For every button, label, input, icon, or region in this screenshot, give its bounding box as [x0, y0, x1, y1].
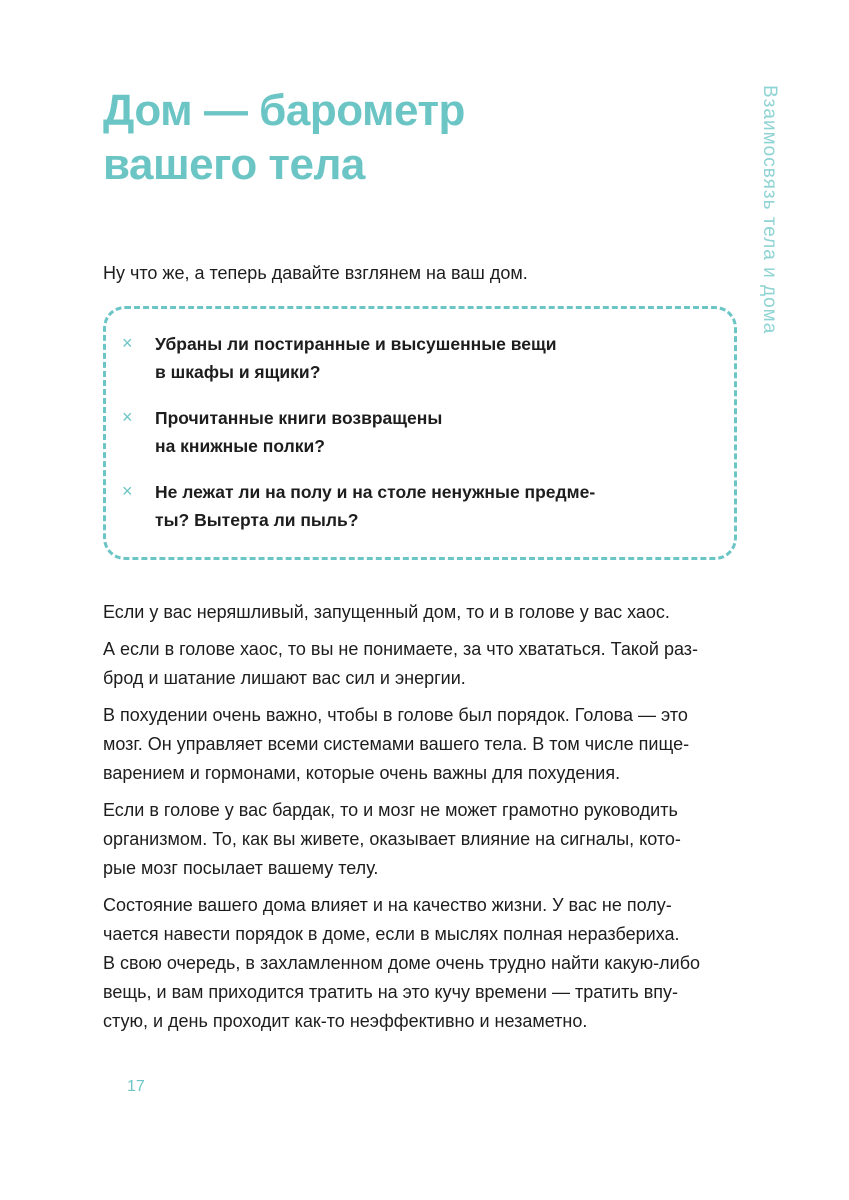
paragraph [103, 796, 743, 883]
body-text [103, 598, 743, 1044]
item-line: Прочитанные книги возвращены [155, 408, 443, 428]
paragraph [103, 598, 743, 627]
line: мозг. Он управляет всеми системами вашего тела. В том числе пище- [103, 734, 690, 754]
section-side-heading: Взаимосвязь тела и дома [759, 85, 780, 335]
paragraph [103, 701, 743, 788]
line: рые мозг посылает вашему телу. [103, 858, 379, 878]
line: А если в голове хаос, то вы не понимаете, за что хвататься. Такой раз- [103, 639, 699, 659]
title-line: Дом — барометр [103, 86, 465, 135]
item-line: на книжные полки? [155, 436, 325, 456]
title-line: вашего тела [103, 140, 365, 189]
cross-icon: × [122, 481, 133, 501]
line: вещь, и вам приходится тратить на это кучу времени — тратить впу- [103, 982, 679, 1002]
intro-text: Ну что же, а теперь давайте взглянем на ваш дом. [103, 263, 528, 283]
paragraph [103, 635, 743, 693]
line: Если у вас неряшливый, запущенный дом, то и в голове у вас хаос. [103, 602, 670, 622]
item-line: Убраны ли постиранные и высушенные вещи [155, 334, 557, 354]
line: Состояние вашего дома влияет и на качество жизни. У вас не полу- [103, 895, 672, 915]
line: варением и гормонами, которые очень важны для похудения. [103, 763, 621, 783]
checklist-item [122, 478, 595, 534]
cross-icon: × [122, 333, 133, 353]
checklist [122, 330, 595, 552]
line: организмом. То, как вы живете, оказывает влияние на сигналы, кото- [103, 829, 681, 849]
checklist-item [122, 404, 595, 460]
page-number: 17 [127, 1078, 145, 1095]
line: брод и шатание лишают вас сил и энергии. [103, 668, 466, 688]
line: В свою очередь, в захламленном доме очень трудно найти какую-либо [103, 953, 701, 973]
page-title [103, 84, 465, 192]
cross-icon: × [122, 407, 133, 427]
item-line: в шкафы и ящики? [155, 362, 321, 382]
item-line: ты? Вытерта ли пыль? [155, 510, 359, 530]
line: В похудении очень важно, чтобы в голове был порядок. Голова — это [103, 705, 688, 725]
checklist-item [122, 330, 595, 386]
line: Если в голове у вас бардак, то и мозг не может грамотно руководить [103, 800, 678, 820]
paragraph [103, 891, 743, 1036]
line: чается навести порядок в доме, если в мыслях полная неразбериха. [103, 924, 680, 944]
line: стую, и день проходит как-то неэффективно и незаметно. [103, 1011, 588, 1031]
item-line: Не лежат ли на полу и на столе ненужные предме- [155, 482, 596, 502]
